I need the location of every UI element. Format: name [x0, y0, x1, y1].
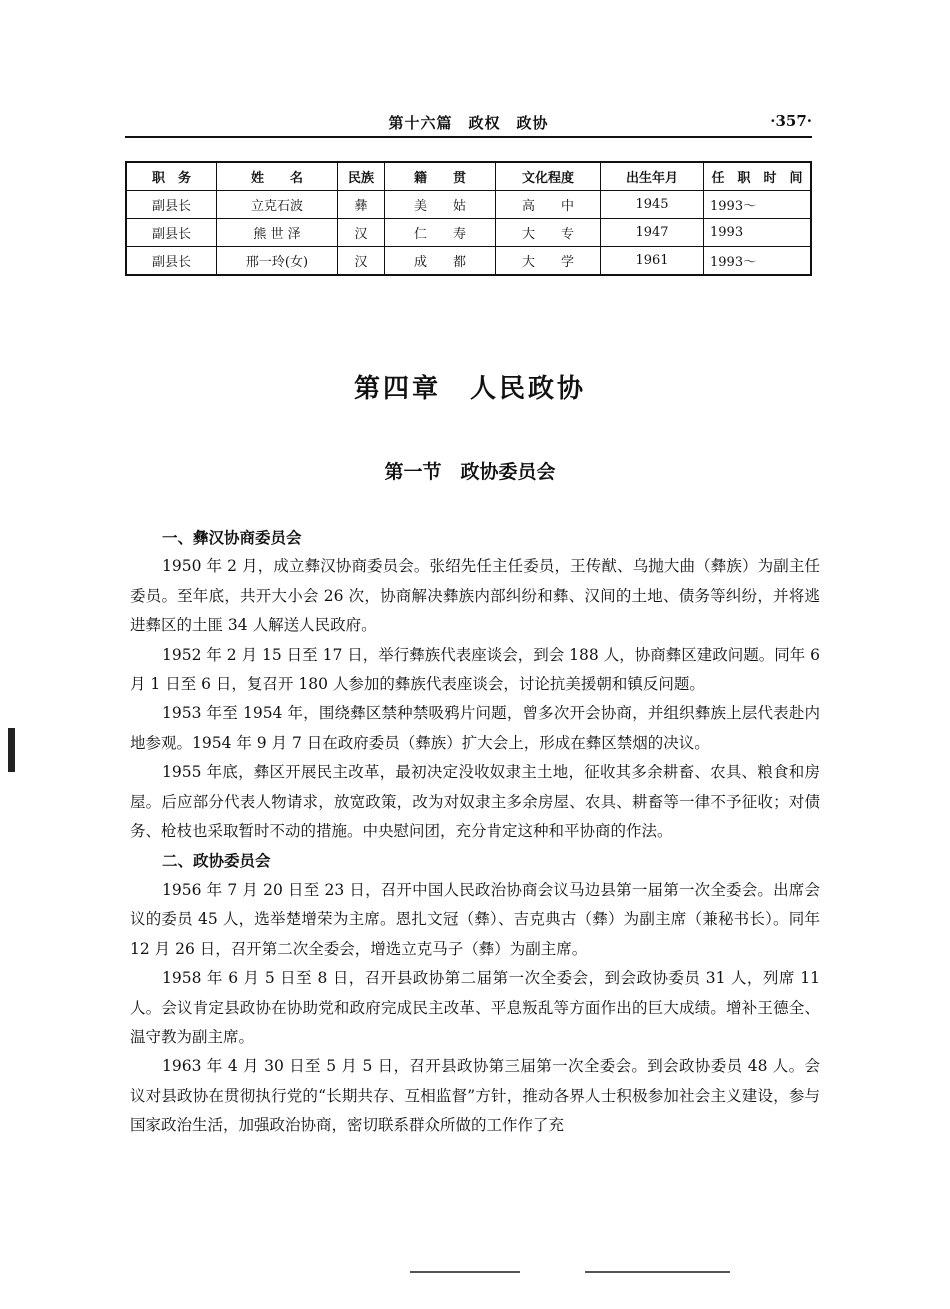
section-title: 第一节 政协委员会 [384, 461, 556, 483]
table-header-row [126, 162, 811, 191]
column-header: 文化程度 [496, 162, 601, 191]
column-header: 民族 [338, 162, 385, 191]
binding-edge-mark [8, 728, 15, 772]
table-cell: 成 都 [385, 247, 496, 276]
table-cell: 1993 [704, 219, 812, 247]
officials-table [125, 161, 812, 276]
table-cell: 大 学 [496, 247, 601, 276]
column-header: 职 务 [126, 162, 217, 191]
subsection-heading: 一、彝汉协商委员会 [162, 528, 302, 547]
column-header: 姓 名 [217, 162, 338, 191]
chapter-title: 第四章 人民政协 [353, 374, 586, 404]
column-header: 任 职 时 间 [704, 162, 812, 191]
table-cell: 汉 [338, 247, 385, 276]
table-cell: 1947 [601, 219, 704, 247]
paragraph: 1953 年至 1954 年，围绕彝区禁种禁吸鸦片问题，曾多次开会协商，并组织彝族上层代表赴内地参观。1954 年 9 月 7 日在政府委员（彝族）扩大会上，形成在彝区禁烟的决议。 [130, 704, 820, 752]
paragraph: 1950 年 2 月，成立彝汉协商委员会。张绍先任主任委员，王传猷、乌抛大曲（彝族）为副主任委员。至年底，共开大小会 26 次，协商解决彝族内部纠纷和彝、汉间的土地、债务等纠纷，并将逃进彝区的土匪 34 人解送人民政府。 [130, 557, 820, 635]
table-row [126, 191, 811, 219]
paragraph: 1963 年 4 月 30 日至 5 月 5 日，召开县政协第三届第一次全委会。到会政协委员 48 人。会议对县政协在贯彻执行党的“长期共存、互相监督”方针，推动各界人士积极参加社会主义建设，参与国家政治生活，加强政治协商，密切联系群众所做的工作作了充 [130, 1057, 820, 1135]
table-cell: 1993～ [704, 247, 812, 276]
running-header [125, 110, 812, 138]
table-cell: 美 姑 [385, 191, 496, 219]
table-cell: 彝 [338, 191, 385, 219]
table-row [126, 247, 811, 276]
paragraph: 1955 年底，彝区开展民主改革，最初决定没收奴隶主土地，征收其多余耕畜、农具、粮食和房屋。后应部分代表人物请求，放宽政策，改为对奴隶主多余房屋、农具、耕畜等一律不予征收；对债务、枪枝也采取暂时不动的措施。中央慰问团，充分肯定这种和平协商的作法。 [130, 763, 820, 841]
table-cell: 副县长 [126, 191, 217, 219]
table-cell: 汉 [338, 219, 385, 247]
table-cell: 副县长 [126, 219, 217, 247]
paragraph: 1956 年 7 月 20 日至 23 日，召开中国人民政治协商会议马边县第一届第一次全委会。出席会议的委员 45 人，选举楚增荣为主席。恩扎文冠（彝）、吉克典古（彝）为副主席（兼秘书长）。同年 12 月 26 日，召开第二次全委会，增选立克马子（彝）为副主席。 [130, 880, 820, 958]
table-row [126, 219, 811, 247]
table-cell: 1993～ [704, 191, 812, 219]
body-text [130, 523, 820, 1141]
table-cell: 1945 [601, 191, 704, 219]
table-cell: 副县长 [126, 247, 217, 276]
running-title: 第十六篇 政权 政协 [388, 114, 549, 132]
table-cell: 1961 [601, 247, 704, 276]
table-cell: 立克石波 [217, 191, 338, 219]
table-cell: 高 中 [496, 191, 601, 219]
paragraph: 1958 年 6 月 5 日至 8 日，召开县政协第二届第一次全委会，到会政协委员 31 人，列席 11 人。会议肯定县政协在协助党和政府完成民主改革、平息叛乱等方面作出的巨大成绩。增补王德全、温守教为副主席。 [130, 969, 820, 1046]
table-cell: 仁 寿 [385, 219, 496, 247]
column-header: 籍 贯 [385, 162, 496, 191]
subsection-heading: 二、政协委员会 [162, 851, 271, 871]
paragraph: 1952 年 2 月 15 日至 17 日，举行彝族代表座谈会，到会 188 人，协商彝区建政问题。同年 6 月 1 日至 6 日，复召开 180 人参加的彝族代表座谈会，讨论抗美援朝和镇反问题。 [130, 645, 820, 694]
table-cell: 熊 世 泽 [217, 219, 338, 247]
column-header: 出生年月 [601, 162, 704, 191]
table-cell: 大 专 [496, 219, 601, 247]
table-cell: 邢一玲(女) [217, 247, 338, 276]
scan-artifact-line [410, 1271, 520, 1273]
scan-artifact-line [585, 1271, 730, 1273]
page-number: ·357· [770, 112, 812, 130]
